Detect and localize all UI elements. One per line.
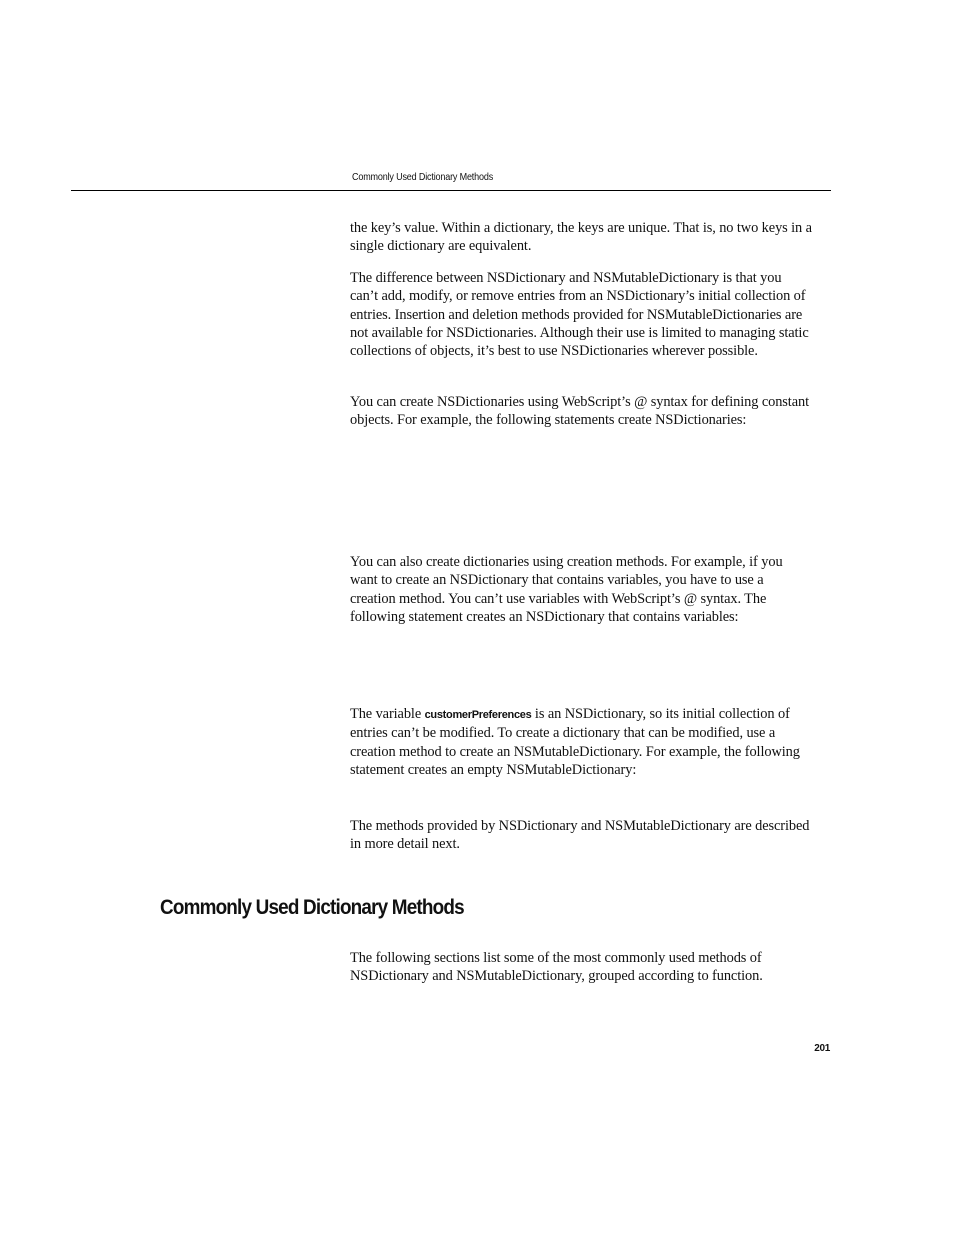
code-example-mutable-dictionary xyxy=(350,785,812,813)
paragraph-customer-preferences xyxy=(350,705,812,779)
paragraph-sections-list: The following sections list some of the most commonly used methods of NSDictionary and NSMutableDictionary, grouped according to function. xyxy=(350,950,763,985)
code-example-at-syntax xyxy=(350,458,812,548)
code-example-creation-method xyxy=(350,636,812,702)
paragraph-mutable-difference: The difference between NSDictionary and NSMutableDictionary is that you can’t add, modify, or remove entries from an NSDictionary’s initial collection of entries. Insertion and deletion methods provided for NSMutableDictionaries are not available for NSDictionaries. Although their use is limited to managing static collections of objects, it’s best to use NSDictionaries wherever possible. xyxy=(350,270,809,360)
paragraph-text-start: The variable xyxy=(350,706,425,722)
running-header: Commonly Used Dictionary Methods xyxy=(352,171,494,183)
paragraph-dictionary-keys: the key’s value. Within a dictionary, the keys are unique. That is, no two keys in a single dictionary are equivalent. xyxy=(350,220,812,255)
section-heading: Commonly Used Dictionary Methods xyxy=(160,896,464,919)
paragraph-text-end: is an NSDictionary, so its initial collection of entries can’t be modified. To create a dictionary that can be modified, use a creation method to create an NSMutableDictionary. For example, the following statement creates an empty NSMutableDictionary: xyxy=(350,706,800,778)
paragraph-at-syntax: You can create NSDictionaries using WebScript’s @ syntax for defining constant objects. For example, the following statements create NSDictionaries: xyxy=(350,394,809,429)
header-rule xyxy=(71,190,831,191)
paragraph-creation-methods: You can also create dictionaries using creation methods. For example, if you want to create an NSDictionary that contains variables, you have to use a creation method. You can’t use variables with WebScript’s @ syntax. The following statement creates an NSDictionary that contains variables: xyxy=(350,554,783,625)
paragraph-methods-described: The methods provided by NSDictionary and NSMutableDictionary are described in more detail next. xyxy=(350,818,810,853)
inline-code-customer-preferences: customerPreferences xyxy=(424,709,532,721)
page-number: 201 xyxy=(814,1043,830,1054)
